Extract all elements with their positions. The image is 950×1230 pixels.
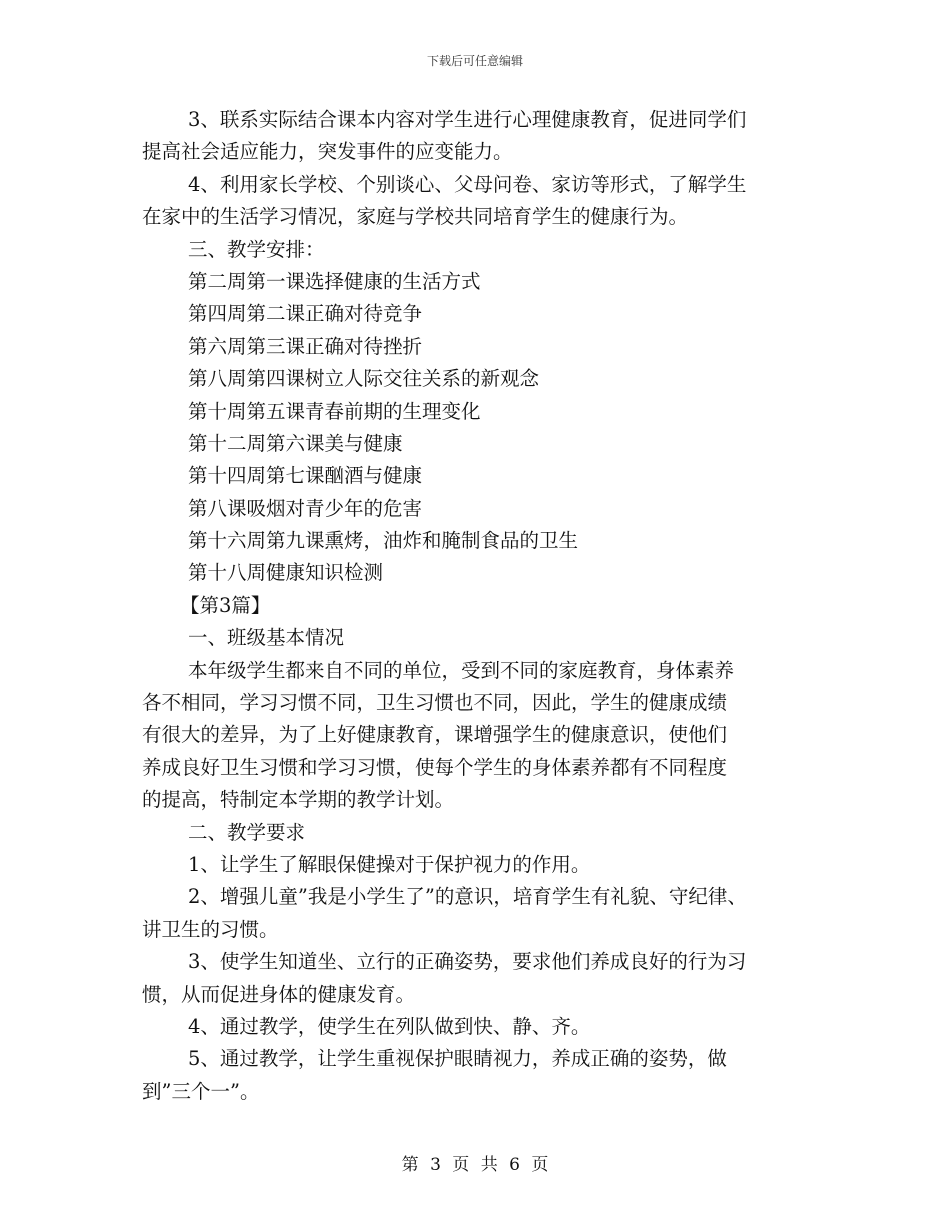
schedule-item: 第十八周健康知识检测 bbox=[188, 561, 384, 585]
paragraph-line: 5、通过教学，让学生重视保护眼睛视力，养成正确的姿势，做 bbox=[188, 1047, 727, 1071]
schedule-item: 第四周第二课正确对待竞争 bbox=[188, 302, 423, 326]
paragraph-line: 提高社会适应能力，突发事件的应变能力。 bbox=[142, 140, 513, 164]
schedule-item: 第二周第一课选择健康的生活方式 bbox=[188, 269, 481, 293]
schedule-item: 第六周第三课正确对待挫折 bbox=[188, 334, 423, 358]
paragraph-line: 3、联系实际结合课本内容对学生进行心理健康教育，促进同学们 bbox=[188, 108, 747, 131]
paragraph-line: 惯，从而促进身体的健康发育。 bbox=[142, 982, 416, 1006]
schedule-item: 第十二周第六课美与健康 bbox=[188, 431, 403, 455]
paragraph-line: 3、使学生知道坐、立行的正确姿势，要求他们养成良好的行为习 bbox=[188, 950, 747, 974]
schedule-item: 第八课吸烟对青少年的危害 bbox=[188, 496, 423, 520]
paragraph-line: 2、增强儿童”我是小学生了”的意识，培育学生有礼貌、守纪律、 bbox=[188, 885, 747, 909]
page-header: 下载后可任意编辑 bbox=[426, 54, 523, 68]
schedule-item: 第十六周第九课熏烤，油炸和腌制食品的卫生 bbox=[188, 529, 579, 553]
paragraph-line: 4、利用家长学校、个别谈心、父母问卷、家访等形式，了解学生 bbox=[188, 172, 747, 196]
paragraph-line: 的提高，特制定本学期的教学计划。 bbox=[142, 788, 455, 812]
paragraph-line: 本年级学生都来自不同的单位，受到不同的家庭教育，身体素养 bbox=[188, 658, 735, 682]
paragraph-line: 到”三个一”。 bbox=[142, 1079, 260, 1103]
schedule-item: 第十四周第七课酗酒与健康 bbox=[188, 464, 423, 488]
paragraph-line: 有很大的差异，为了上好健康教育，课增强学生的健康意识，使他们 bbox=[142, 723, 728, 747]
section-heading: 二、教学要求 bbox=[188, 820, 306, 844]
paragraph-line: 讲卫生的习惯。 bbox=[142, 917, 279, 941]
paragraph-line: 在家中的生活学习情况，家庭与学校共同培育学生的健康行为。 bbox=[142, 205, 689, 229]
schedule-item: 第八周第四课树立人际交往关系的新观念 bbox=[188, 367, 540, 391]
paragraph-line: 各不相同，学习习惯不同，卫生习惯也不同，因此，学生的健康成绩 bbox=[142, 691, 728, 715]
paragraph-line: 1、让学生了解眼保健操对于保护视力的作用。 bbox=[188, 852, 591, 876]
part-heading: 【第3篇】 bbox=[180, 593, 271, 617]
section-heading: 三、教学安排： bbox=[188, 237, 325, 261]
paragraph-line: 4、通过教学，使学生在列队做到快、静、齐。 bbox=[188, 1014, 591, 1038]
section-heading: 一、班级基本情况 bbox=[188, 626, 345, 650]
page-footer: 第 3 页 共 6 页 bbox=[401, 1155, 549, 1175]
document-body bbox=[142, 104, 812, 1108]
paragraph-line: 养成良好卫生习惯和学习习惯，使每个学生的身体素养都有不同程度 bbox=[142, 755, 728, 779]
schedule-item: 第十周第五课青春前期的生理变化 bbox=[188, 399, 481, 423]
